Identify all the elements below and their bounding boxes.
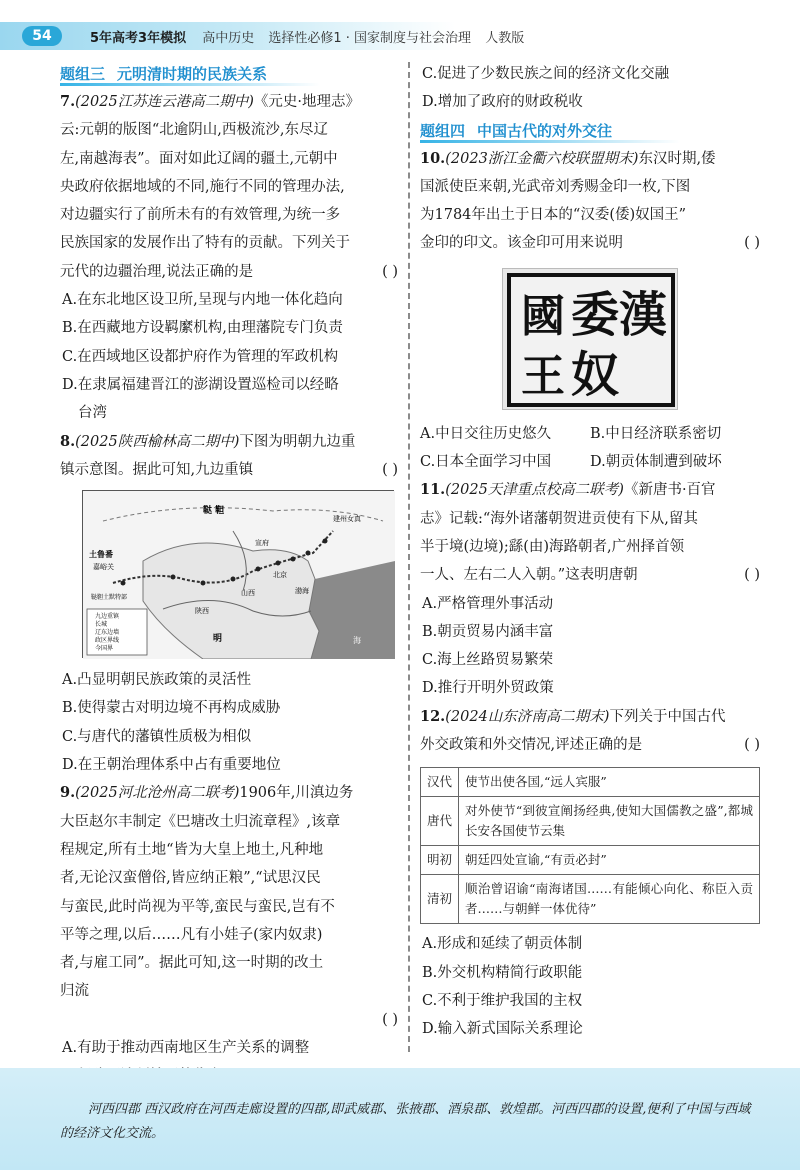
answer-bracket[interactable]: ( ): [382, 1011, 398, 1028]
question-text: 东汉时期,倭: [638, 150, 716, 167]
answer-bracket[interactable]: ( ): [382, 263, 398, 280]
table-cell-era: 明初: [421, 846, 459, 875]
map-label-bohai: 渤海: [295, 587, 309, 596]
option-b[interactable]: B.在西藏地方设羁縻机构,由理藩院专门负责: [62, 320, 343, 337]
option-d[interactable]: D.输入新式国际关系理论: [422, 1021, 583, 1038]
question-text: 者,与雇工同”。据此可知,这一时期的改土: [60, 955, 324, 972]
question-number: 11.: [420, 481, 446, 499]
table-row: [421, 846, 760, 875]
seal-char: 王: [521, 350, 565, 402]
question-text: 程规定,所有土地“皆为大皇上地土,凡种地: [60, 841, 324, 858]
question-8: [60, 428, 398, 780]
question-text: 国派使臣来朝,光武帝刘秀赐金印一枚,下图: [420, 178, 691, 195]
option-a[interactable]: A.中日交往历史悠久: [420, 425, 552, 442]
diplomacy-table: [420, 767, 760, 924]
subject: 高中历史: [202, 31, 255, 46]
footer-note: 河西四郡 西汉政府在河西走廊设置的四郡,即武威郡、张掖郡、酒泉郡、敦煌郡。河西四郡的设置,便利了中国与西域的经济文化交流。: [60, 1102, 751, 1141]
question-text: 民族国家的发展作出了特有的贡献。下列关于: [60, 235, 350, 252]
question-text: 镇示意图。据此可知,九边重镇: [60, 461, 254, 478]
question-text: 金印的印文。该金印可用来说明: [420, 235, 623, 252]
table-cell-era: 汉代: [421, 768, 459, 797]
question-source: (2025天津重点校高二联考): [445, 482, 624, 499]
seal-char: 國: [521, 290, 565, 342]
question-text: 云:元朝的版图“北逾阴山,西极流沙,东尽辽: [60, 122, 329, 139]
map-label-jiayu: 嘉峪关: [93, 563, 114, 572]
map-label-jianzhou: 建州女真: [333, 515, 361, 524]
option-d[interactable]: D.朝贡体制遭到破坏: [590, 454, 722, 471]
question-text: 者,无论汉蛮僧俗,皆应纳正粮”,“试思汉民: [60, 870, 321, 887]
option-b[interactable]: B.外交机构精简行政职能: [422, 964, 583, 981]
map-label-xuanfu: 宣府: [255, 539, 269, 548]
question-text: 下图为明朝九边重: [239, 433, 356, 450]
question-source: (2025河北沧州高二联考): [75, 785, 240, 802]
seal-char: 奴: [570, 346, 620, 403]
page-header: [0, 22, 800, 52]
question-11: [420, 476, 760, 702]
seal-svg: [503, 269, 679, 411]
ming-nine-frontiers-map: [82, 490, 394, 658]
book-title: 选择性必修1 · 国家制度与社会治理: [268, 31, 472, 46]
answer-bracket[interactable]: ( ): [744, 737, 760, 754]
group-title-4: [420, 117, 760, 145]
question-text: 《新唐书·百官: [623, 482, 716, 499]
question-text: 与蛮民,此时尚视为平等,蛮民与蛮民,岂有不: [60, 898, 335, 915]
option-d[interactable]: D.推行开明外贸政策: [422, 680, 554, 697]
table-cell-text: 对外使节“到彼宣阐扬经典,使知大国儒教之盛”,都城长安各国使节云集: [459, 797, 760, 846]
option-c[interactable]: C.促进了少数民族之间的经济文化交融: [422, 66, 670, 82]
question-number: 8.: [60, 432, 76, 450]
option-c[interactable]: C.日本全面学习中国: [420, 454, 552, 471]
table-cell-text: 使节出使各国,“远人宾服”: [459, 768, 760, 797]
option-b[interactable]: B.朝贡贸易内涵丰富: [422, 623, 554, 640]
question-source: (2023浙江金衢六校联盟期末): [445, 150, 639, 167]
options-row-1: [420, 420, 760, 448]
question-text: 央政府依据地域的不同,施行不同的管理办法,: [60, 178, 345, 195]
question-text: 下列关于中国古代: [609, 708, 726, 725]
question-number: 10.: [420, 149, 446, 167]
question-text: 大臣赵尔丰制定《巴塘改土归流章程》,该章: [60, 813, 341, 830]
option-d[interactable]: D.在隶属福建晋江的澎湖设置巡检司以经略: [62, 376, 339, 393]
map-label-beijing: 北京: [273, 571, 287, 580]
question-7: [60, 88, 398, 428]
option-a[interactable]: A.在东北地区设卫所,呈现与内地一体化趋向: [62, 292, 343, 309]
group-title-3: [60, 60, 398, 88]
table-cell-text: 顺治曾诏谕“南海诸国……有能倾心向化、称臣入贡者……与朝鲜一体优待”: [459, 875, 760, 924]
answer-bracket[interactable]: ( ): [744, 235, 760, 252]
question-source: (2024山东济南高二期末): [445, 708, 610, 725]
legend-item: 今国界: [95, 645, 114, 653]
question-text: 一人、左右二人入朝。”这表明唐朝: [420, 567, 638, 584]
map-label-shaanxi: 陕西: [195, 607, 209, 616]
page-footer: [0, 1068, 800, 1170]
map-label-shanxi: 山西: [241, 589, 255, 598]
map-label-tumed: 鞑靼土默特部: [91, 594, 128, 602]
question-number: 12.: [420, 707, 446, 725]
legend-item: 政区界线: [95, 637, 120, 645]
option-a[interactable]: A.有助于推动西南地区生产关系的调整: [62, 1040, 310, 1057]
book-brand: 5年高考3年模拟: [90, 31, 187, 46]
question-text: 《元史·地理志》: [253, 94, 360, 110]
option-a[interactable]: A.形成和延续了朝贡体制: [422, 936, 583, 953]
question-text: 归流: [60, 983, 89, 1000]
table-cell-era: 唐代: [421, 797, 459, 846]
group-name: 中国古代的对外交往: [477, 121, 613, 140]
question-12: [420, 703, 760, 1044]
table-cell-text: 朝廷四处宣谕,“有贡必封”: [459, 846, 760, 875]
question-text: 平等之理,以后……凡有小娃子(家内奴隶): [60, 926, 323, 943]
table-row: [421, 875, 760, 924]
option-c[interactable]: C.海上丝路贸易繁荣: [422, 652, 554, 669]
map-label-sea: 海: [353, 636, 361, 646]
question-text: 元代的边疆治理,说法正确的是: [60, 263, 254, 280]
seal-figure: [420, 268, 760, 410]
edition: 人教版: [485, 31, 525, 46]
seal-char: 漢: [618, 286, 668, 343]
group-label: 题组四: [420, 121, 466, 140]
map-svg: [83, 491, 395, 659]
group-name: 元明清时期的民族关系: [117, 65, 268, 83]
options-row-2: [420, 448, 760, 476]
legend-item: 九边重镇: [95, 613, 120, 621]
question-text: 左,南越海表”。面对如此辽阔的疆土,元朝中: [60, 150, 338, 167]
option-d[interactable]: D.在王朝治理体系中占有重要地位: [62, 757, 281, 774]
question-text: 外交政策和外交情况,评述正确的是: [420, 737, 643, 754]
option-c[interactable]: C.不利于维护我国的主权: [422, 992, 583, 1009]
group-label: 题组三: [60, 65, 106, 83]
option-b[interactable]: B.中日经济联系密切: [590, 425, 722, 442]
legend-item: 辽东边墙: [95, 629, 120, 637]
question-source: (2025陕西榆林高二期中): [75, 433, 240, 450]
question-10: [420, 145, 760, 477]
right-column: [420, 60, 760, 1044]
column-divider: [408, 62, 410, 1052]
seal-char: 委: [570, 286, 620, 343]
answer-bracket[interactable]: ( ): [744, 567, 760, 584]
question-text: 1906年,川滇边务: [239, 785, 354, 802]
option-b[interactable]: B.使得蒙古对明边境不再构成威胁: [62, 700, 281, 717]
question-9: [60, 779, 398, 1090]
header-title: [90, 27, 534, 46]
option-c[interactable]: C.与唐代的藩镇性质极为相似: [62, 728, 252, 745]
question-number: 9.: [60, 784, 76, 802]
question-text: 志》记载:“海外诸藩朝贺进贡使有下从,留其: [420, 510, 698, 527]
table-cell-era: 清初: [421, 875, 459, 924]
option-d-continued: 台湾: [78, 405, 107, 422]
map-label-tatar: 鞑 靼: [203, 506, 225, 517]
legend-item: 长城: [95, 621, 108, 629]
question-text: 半于境(边境);繇(由)海路朝者,广州择首领: [420, 538, 685, 555]
left-column: [60, 60, 398, 1091]
table-row: [421, 768, 760, 797]
answer-bracket[interactable]: ( ): [382, 461, 398, 478]
option-a[interactable]: A.严格管理外事活动: [422, 595, 554, 612]
map-label-ming: 明: [213, 634, 223, 645]
question-source: (2025江苏连云港高二期中): [75, 94, 254, 110]
table-row: [421, 797, 760, 846]
option-c[interactable]: C.在西域地区设都护府作为管理的军政机构: [62, 348, 339, 365]
gold-seal-imprint: [502, 268, 678, 410]
question-text: 为1784年出土于日本的“汉委(倭)奴国王”: [420, 207, 687, 224]
option-d[interactable]: D.增加了政府的财政税收: [422, 94, 583, 111]
option-a[interactable]: A.凸显明朝民族政策的灵活性: [62, 672, 252, 689]
map-label-turfan: 土鲁番: [89, 550, 113, 560]
question-text: 对边疆实行了前所未有的有效管理,为统一多: [60, 207, 341, 224]
page-number: 54: [22, 26, 62, 46]
question-number: 7.: [60, 93, 76, 110]
